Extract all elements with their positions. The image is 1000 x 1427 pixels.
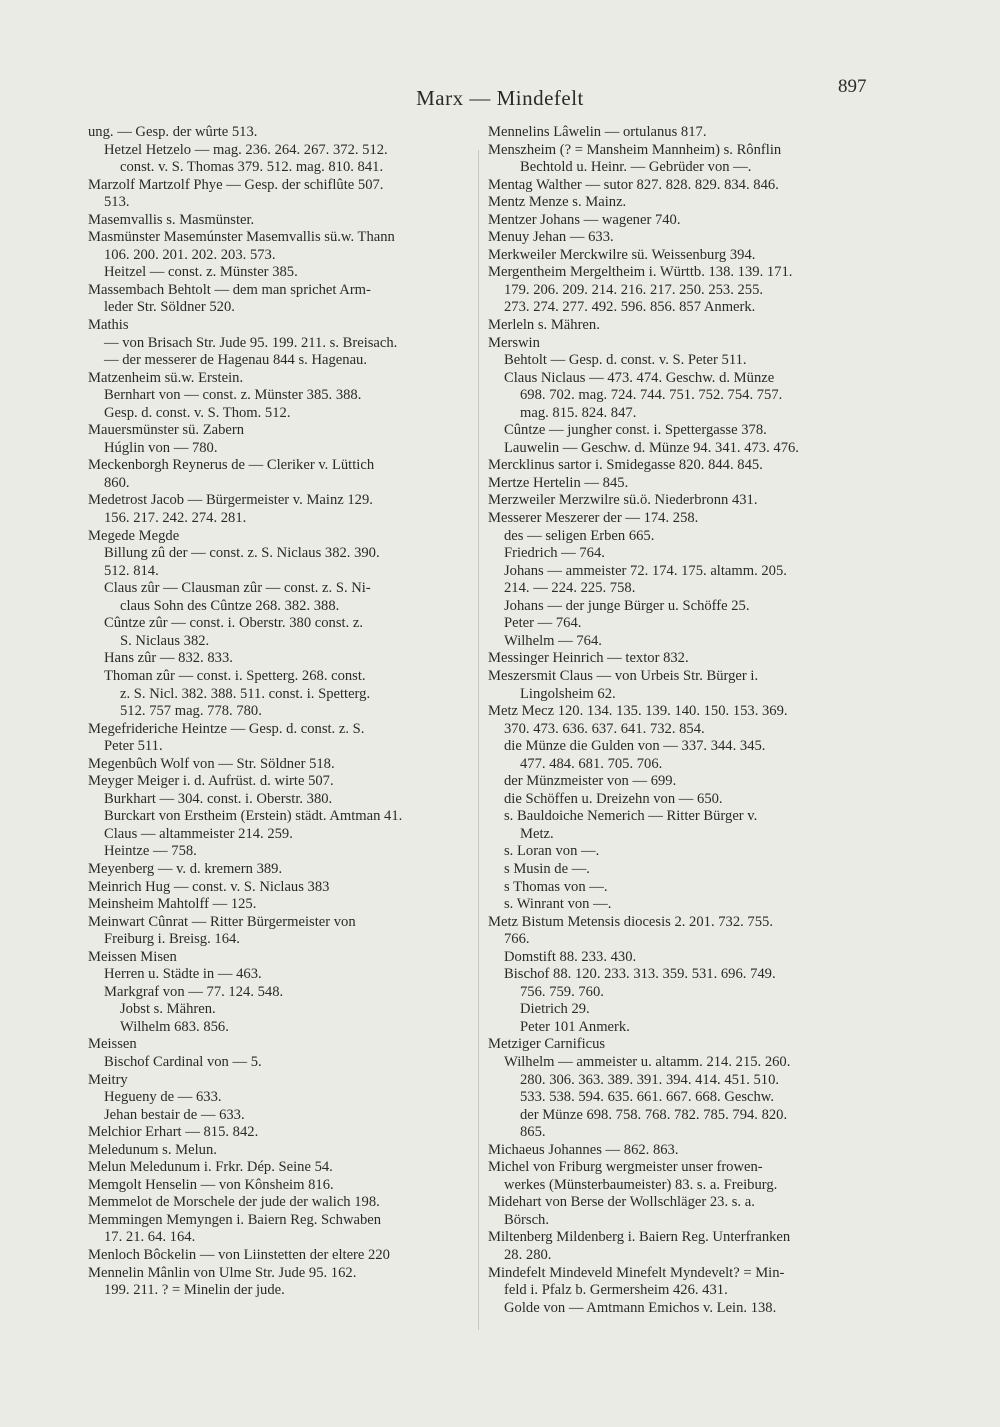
index-entry: Midehart von Berse der Wollschläger 23. s. a. <box>488 1194 755 1211</box>
left-index-column <box>88 124 478 1300</box>
index-subentry: Hans zûr — 832. 833. <box>104 650 233 667</box>
index-subentry: Wilhelm — 764. <box>504 632 602 649</box>
index-entry: Meyenberg — v. d. kremern 389. <box>88 860 283 877</box>
index-entry: Messinger Heinrich — textor 832. <box>488 650 689 667</box>
index-entry: Merleln s. Mähren. <box>488 317 600 334</box>
page-number: 897 <box>838 76 867 97</box>
index-subentry: 766. <box>504 931 530 948</box>
index-subentry: 106. 200. 201. 202. 203. 573. <box>104 246 276 263</box>
index-subentry: 273. 274. 277. 492. 596. 856. 857 Anmerk. <box>504 299 756 316</box>
index-subentry: 28. 280. <box>504 1247 552 1263</box>
column-divider <box>478 150 479 1330</box>
index-subentry: 179. 206. 209. 214. 216. 217. 250. 253. 255. <box>504 281 764 298</box>
right-index-column <box>488 124 888 1317</box>
index-subentry: Claus Niclaus — 473. 474. Geschw. d. Münze <box>504 369 775 386</box>
index-subentry: feld i. Pfalz b. Germersheim 426. 431. <box>504 1282 728 1299</box>
index-subentry: Claus — altammeister 214. 259. <box>104 825 293 842</box>
index-subentry: Peter 101 Anmerk. <box>520 1018 630 1035</box>
index-subentry: 370. 473. 636. 637. 641. 732. 854. <box>504 720 705 737</box>
index-subentry: Börsch. <box>504 1211 549 1228</box>
index-subentry: werkes (Münsterbaumeister) 83. s. a. Freiburg. <box>504 1176 778 1193</box>
index-subentry: Wilhelm 683. 856. <box>120 1018 229 1035</box>
index-subentry: Jobst s. Mähren. <box>120 1001 216 1018</box>
index-subentry: Cûntze — jungher const. i. Spettergasse 378. <box>504 422 767 439</box>
index-subentry: Húglin von — 780. <box>104 439 218 456</box>
index-subentry: Behtolt — Gesp. d. const. v. S. Peter 511. <box>504 352 747 369</box>
index-entry: Menuy Jehan — 633. <box>488 229 614 246</box>
index-subentry: Heintze — 758. <box>104 843 197 860</box>
index-subentry: Billung zû der — const. z. S. Niclaus 382. 390. <box>104 545 380 562</box>
index-subentry: Cûntze zûr — const. i. Oberstr. 380 const. z. <box>104 615 363 632</box>
index-subentry: leder Str. Söldner 520. <box>104 299 235 316</box>
index-entry: Megefrideriche Heintze — Gesp. d. const. z. S. <box>88 720 365 737</box>
index-subentry: — von Brisach Str. Jude 95. 199. 211. s. Breisach. <box>104 334 398 351</box>
index-subentry: 756. 759. 760. <box>520 983 604 1000</box>
index-subentry: Hetzel Hetzelo — mag. 236. 264. 267. 372. 512. <box>104 141 388 158</box>
index-subentry: s. Winrant von —. <box>504 896 612 913</box>
index-entry: Meissen <box>88 1036 137 1053</box>
index-entry: Memmelot de Morschele der jude der walich 198. <box>88 1194 380 1211</box>
index-entry: Mentz Menze s. Mainz. <box>488 194 627 211</box>
index-entry: Meinwart Cûnrat — Ritter Bürgermeister von <box>88 913 356 930</box>
index-subentry: Markgraf von — 77. 124. 548. <box>104 983 284 1000</box>
index-subentry: z. S. Nicl. 382. 388. 511. const. i. Spetterg. <box>120 685 371 702</box>
index-subentry: Burkhart — 304. const. i. Oberstr. 380. <box>104 790 333 807</box>
index-subentry: Bechtold u. Heinr. — Gebrüder von —. <box>520 159 752 176</box>
index-subentry: 512. 757 mag. 778. 780. <box>120 703 262 720</box>
index-entry: Memmingen Memyngen i. Baiern Reg. Schwaben <box>88 1211 382 1228</box>
index-subentry: Heitzel — const. z. Münster 385. <box>104 264 298 281</box>
index-subentry: des — seligen Erben 665. <box>504 527 655 544</box>
index-subentry: die Münze die Gulden von — 337. 344. 345. <box>504 738 766 755</box>
index-subentry: 513. <box>104 194 130 211</box>
index-subentry: 156. 217. 242. 274. 281. <box>104 510 247 527</box>
index-subentry: Johans — ammeister 72. 174. 175. altamm. 205. <box>504 562 787 579</box>
index-subentry: Domstift 88. 233. 430. <box>504 948 637 965</box>
index-entry: Matzenheim sü.w. Erstein. <box>88 369 244 386</box>
index-entry: Miltenberg Mildenberg i. Baiern Reg. Unterfranken <box>488 1229 791 1246</box>
index-entry: Messerer Meszerer der — 174. 258. <box>488 510 699 527</box>
index-subentry: Freiburg i. Breisg. 164. <box>104 931 240 948</box>
index-entry: Meyger Meiger i. d. Aufrüst. d. wirte 507. <box>88 773 334 790</box>
index-entry: Mergentheim Mergeltheim i. Württb. 138. 139. 171. <box>488 264 793 281</box>
index-entry: Mennelin Mânlin von Ulme Str. Jude 95. 162. <box>88 1264 357 1281</box>
index-entry: Menszheim (? = Mansheim Mannheim) s. Rônflin <box>488 141 782 158</box>
index-subentry: Burckart von Erstheim (Erstein) städt. Amtman 41. <box>104 808 403 825</box>
index-subentry: s. Bauldoiche Nemerich — Ritter Bürger v. <box>504 808 758 825</box>
index-entry: Metziger Carnificus <box>488 1036 606 1053</box>
index-entry: Meitry <box>88 1071 128 1088</box>
index-entry: Michaeus Johannes — 862. 863. <box>488 1141 679 1158</box>
index-subentry: 17. 21. 64. 164. <box>104 1229 196 1246</box>
index-entry: Mercklinus sartor i. Smidegasse 820. 844. 845. <box>488 457 763 474</box>
index-subentry: Gesp. d. const. v. S. Thom. 512. <box>104 404 291 421</box>
index-entry: Melchior Erhart — 815. 842. <box>88 1124 259 1141</box>
index-entry: Merzweiler Merzwilre sü.ö. Niederbronn 431. <box>488 492 758 509</box>
index-entry: Meinsheim Mahtolff — 125. <box>88 896 257 913</box>
index-subentry: s. Loran von —. <box>504 843 600 860</box>
index-subentry: mag. 815. 824. 847. <box>520 404 637 421</box>
index-subentry: Jehan bestair de — 633. <box>104 1106 245 1123</box>
index-subentry: der Münzmeister von — 699. <box>504 773 677 790</box>
index-subentry: claus Sohn des Cûntze 268. 382. 388. <box>120 597 340 614</box>
index-subentry: — der messerer de Hagenau 844 s. Hagenau. <box>104 352 367 369</box>
index-subentry: Friedrich — 764. <box>504 545 605 562</box>
index-subentry: Lingolsheim 62. <box>520 685 616 702</box>
index-entry: Meissen Misen <box>88 948 177 965</box>
index-entry: Merkweiler Merckwilre sü. Weissenburg 394. <box>488 246 756 263</box>
index-subentry: die Schöffen u. Dreizehn von — 650. <box>504 790 723 807</box>
index-entry: Mentag Walther — sutor 827. 828. 829. 834. 846. <box>488 176 779 193</box>
index-subentry: 280. 306. 363. 389. 391. 394. 414. 451. 510. <box>520 1071 780 1088</box>
index-entry: Metz Bistum Metensis diocesis 2. 201. 732. 755. <box>488 913 773 930</box>
index-entry: Memgolt Henselin — von Kônsheim 816. <box>88 1176 334 1193</box>
index-entry: Metz Mecz 120. 134. 135. 139. 140. 150. 153. 369. <box>488 703 788 720</box>
index-entry: Meckenborgh Reynerus de — Cleriker v. Lüttich <box>88 457 375 474</box>
index-subentry: Wilhelm — ammeister u. altamm. 214. 215. 260. <box>504 1053 791 1070</box>
index-entry: Mentzer Johans — wagener 740. <box>488 211 681 228</box>
index-subentry: 865. <box>520 1124 546 1141</box>
index-subentry: 512. 814. <box>104 562 159 579</box>
index-subentry: der Münze 698. 758. 768. 782. 785. 794. 820. <box>520 1106 788 1123</box>
index-subentry: Bischof Cardinal von — 5. <box>104 1053 262 1070</box>
index-entry: Megenbûch Wolf von — Str. Söldner 518. <box>88 755 335 772</box>
index-subentry: S. Niclaus 382. <box>120 632 210 649</box>
index-entry: Mathis <box>88 317 129 334</box>
index-subentry: 477. 484. 681. 705. 706. <box>520 755 663 772</box>
index-entry: ung. — Gesp. der wûrte 513. <box>88 124 258 140</box>
index-subentry: 214. — 224. 225. 758. <box>504 580 636 597</box>
index-entry: Mindefelt Mindeveld Minefelt Myndevelt? = Min- <box>488 1264 785 1281</box>
index-entry: Mauersmünster sü. Zabern <box>88 422 245 439</box>
index-subentry: Lauwelin — Geschw. d. Münze 94. 341. 473. 476. <box>504 439 799 456</box>
index-subentry: Dietrich 29. <box>520 1001 590 1018</box>
index-subentry: Metz. <box>520 825 554 842</box>
page-title: Marx — Mindefelt <box>416 86 584 110</box>
index-subentry: Bernhart von — const. z. Münster 385. 388. <box>104 387 362 404</box>
index-subentry: 199. 211. ? = Minelin der jude. <box>104 1282 285 1299</box>
index-subentry: 860. <box>104 474 130 491</box>
index-entry: Michel von Friburg wergmeister unser frowen- <box>488 1159 763 1176</box>
index-subentry: Johans — der junge Bürger u. Schöffe 25. <box>504 597 750 614</box>
index-entry: Massembach Behtolt — dem man sprichet Arm- <box>88 281 371 298</box>
index-entry: Masemvallis s. Masmünster. <box>88 211 255 228</box>
index-subentry: 698. 702. mag. 724. 744. 751. 752. 754. 757. <box>520 387 783 404</box>
index-entry: Medetrost Jacob — Bürgermeister v. Mainz 129. <box>88 492 373 509</box>
index-subentry: Claus zûr — Clausman zûr — const. z. S. Ni- <box>104 580 371 597</box>
index-subentry: Bischof 88. 120. 233. 313. 359. 531. 696. 749. <box>504 966 776 983</box>
index-subentry: s Thomas von —. <box>504 878 608 895</box>
index-entry: Mennelins Lâwelin — ortulanus 817. <box>488 124 707 140</box>
index-entry: Menloch Bôckelin — von Liinstetten der eltere 220 <box>88 1247 390 1263</box>
index-subentry: 533. 538. 594. 635. 661. 667. 668. Geschw. <box>520 1089 775 1106</box>
index-subentry: Golde von — Amtmann Emichos v. Lein. 138. <box>504 1299 777 1316</box>
index-subentry: Peter — 764. <box>504 615 582 632</box>
index-entry: Merswin <box>488 334 540 351</box>
index-entry: Mertze Hertelin — 845. <box>488 474 629 491</box>
index-subentry: Peter 511. <box>104 738 163 755</box>
index-entry: Megede Megde <box>88 527 180 544</box>
index-entry: Marzolf Martzolf Phye — Gesp. der schiflûte 507. <box>88 176 384 193</box>
index-entry: Meszersmit Claus — von Urbeis Str. Bürger i. <box>488 667 759 684</box>
index-entry: Masmünster Masemúnster Masemvallis sü.w. Thann <box>88 229 395 246</box>
index-subentry: Herren u. Städte in — 463. <box>104 966 262 983</box>
index-entry: Meinrich Hug — const. v. S. Niclaus 383 <box>88 878 330 895</box>
index-entry: Melun Meledunum i. Frkr. Dép. Seine 54. <box>88 1159 333 1176</box>
index-subentry: Thoman zûr — const. i. Spetterg. 268. const. <box>104 667 366 684</box>
index-entry: Meledunum s. Melun. <box>88 1141 217 1158</box>
index-subentry: Hegueny de — 633. <box>104 1089 222 1106</box>
index-subentry: s Musin de —. <box>504 860 590 877</box>
index-subentry: const. v. S. Thomas 379. 512. mag. 810. 841. <box>120 159 384 176</box>
